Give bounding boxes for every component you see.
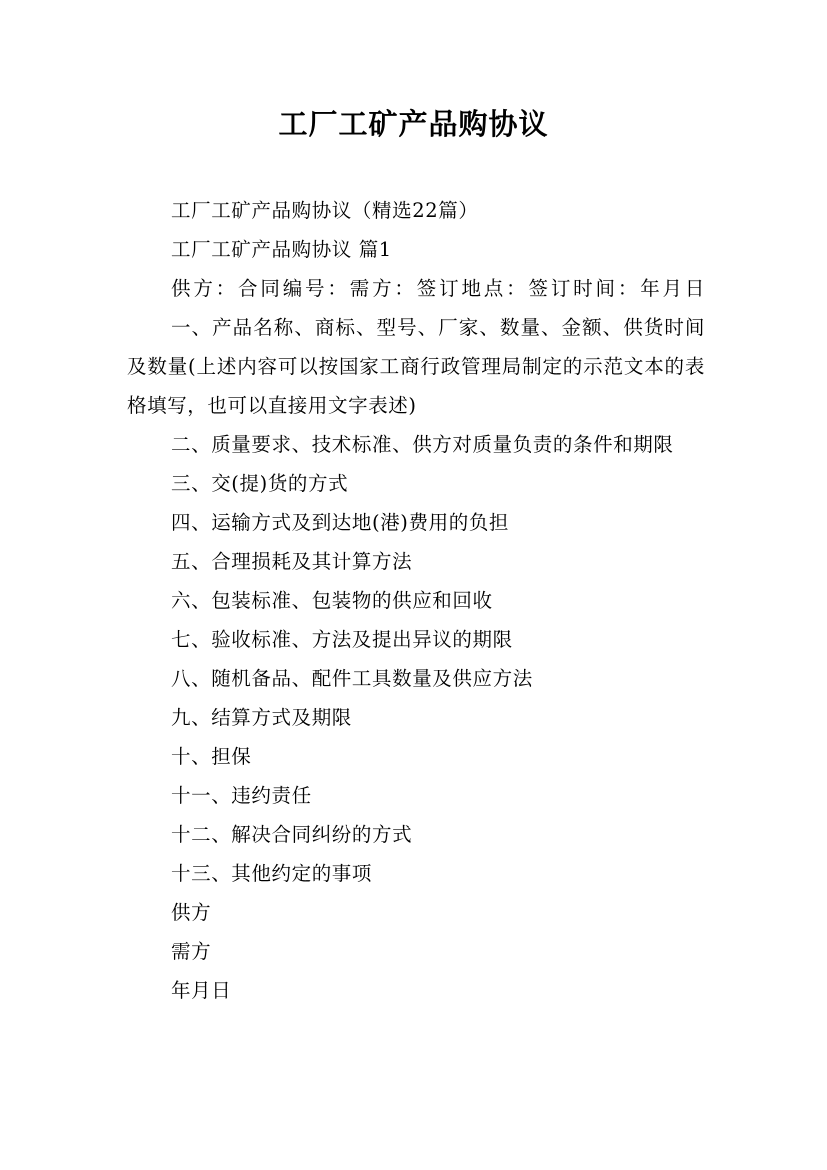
paragraph-clause-7: 七、验收标准、方法及提出异议的期限 [171, 628, 513, 651]
paragraph-clause-6: 六、包装标准、包装物的供应和回收 [171, 589, 493, 612]
signature-supplier: 供方 [171, 901, 212, 924]
paragraph-clause-8: 八、随机备品、配件工具数量及供应方法 [171, 667, 533, 690]
paragraph-clause-12: 十二、解决合同纠纷的方式 [171, 823, 413, 846]
document-body [127, 191, 705, 1010]
paragraph-clause-11: 十一、违约责任 [171, 784, 312, 807]
signature-buyer: 需方 [171, 940, 212, 963]
paragraph-clause-5: 五、合理损耗及其计算方法 [171, 550, 413, 573]
paragraph-clause-13: 十三、其他约定的事项 [171, 862, 373, 885]
paragraph-clause-3: 三、交(提)货的方式 [171, 472, 349, 495]
document-title: 工厂工矿产品购协议 [278, 107, 549, 141]
paragraph-subtitle: 工厂工矿产品购协议（精选22篇） [171, 199, 479, 222]
paragraph-clause-1: 一、产品名称、商标、型号、厂家、数量、金额、供货时间及数量(上述内容可以按国家工商行政管理局制定的示范文本的表格填写，也可以直接用文字表述) [127, 316, 705, 417]
paragraph-clause-9: 九、结算方式及期限 [171, 706, 352, 729]
signature-date: 年月日 [171, 979, 232, 1002]
paragraph-clause-2: 二、质量要求、技术标准、供方对质量负责的条件和期限 [171, 433, 674, 456]
paragraph-clause-10: 十、担保 [171, 745, 252, 768]
paragraph-clause-4: 四、运输方式及到达地(港)费用的负担 [171, 511, 510, 534]
paragraph-contract-header: 供方：合同编号：需方：签订地点：签订时间：年月日 [171, 277, 705, 300]
paragraph-section-heading: 工厂工矿产品购协议 篇1 [171, 238, 392, 261]
